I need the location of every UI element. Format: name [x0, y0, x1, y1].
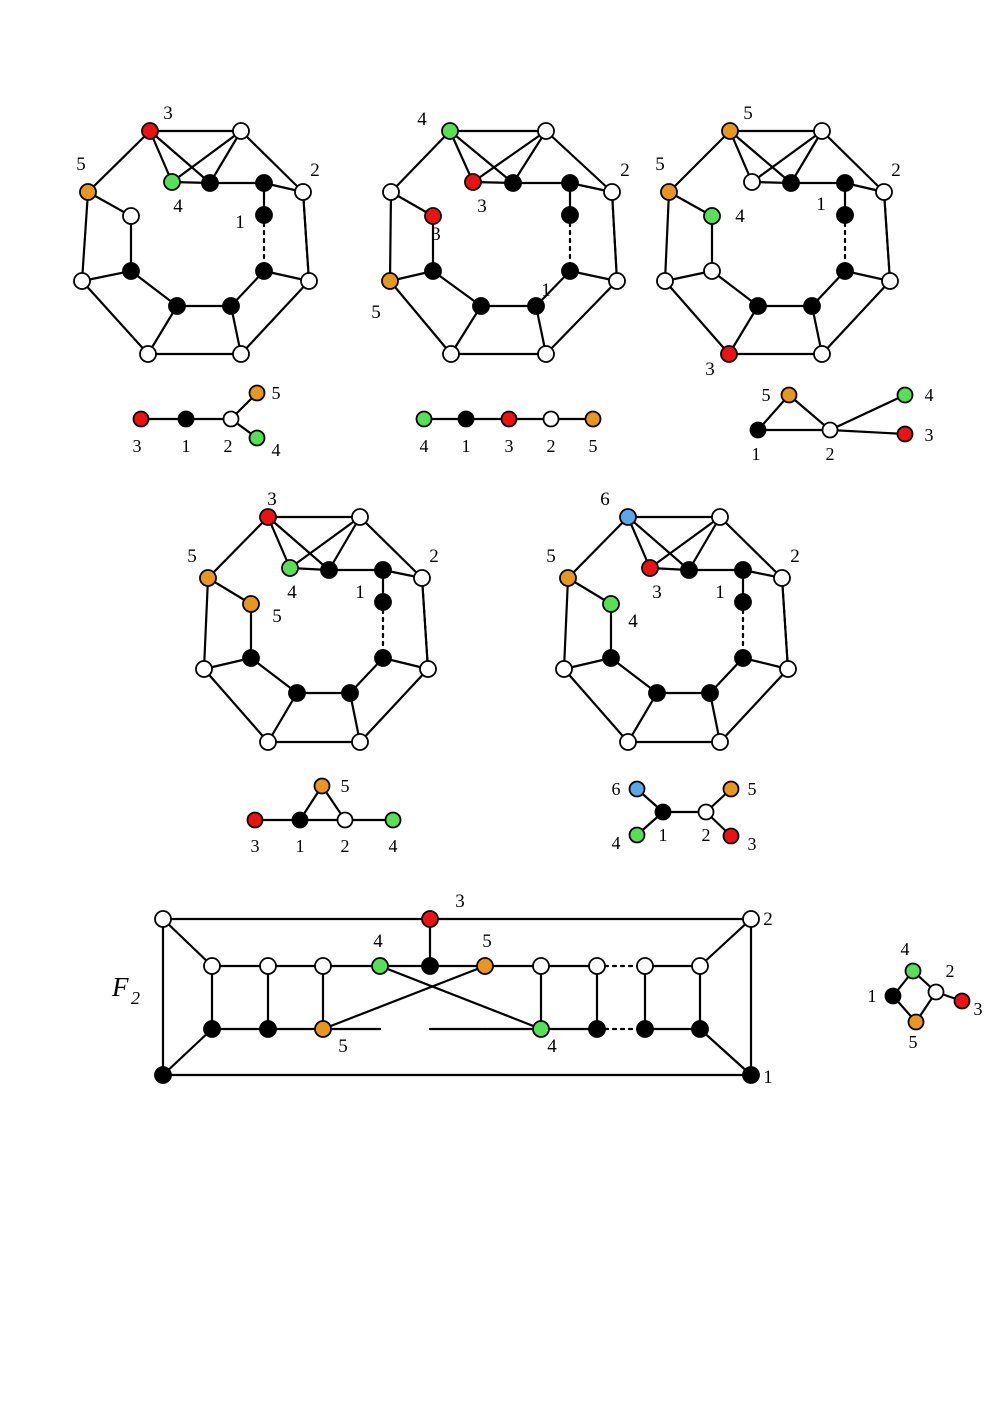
vertex-label: 3: [973, 999, 983, 1019]
vertex-label: 4: [611, 833, 621, 853]
vertex-white: [823, 423, 838, 438]
vertex-black: [837, 263, 853, 279]
vertex-colored: [315, 1021, 331, 1037]
vertex-white: [876, 184, 892, 200]
vertex-label: 3: [652, 582, 662, 603]
vertex-colored: [282, 560, 298, 576]
vertex-white: [692, 958, 708, 974]
small-graph-4: [248, 776, 401, 856]
vertex-colored: [315, 779, 330, 794]
panel-5-graph: [546, 489, 800, 750]
vertex-black: [321, 562, 337, 578]
vertex-label: 3: [705, 359, 715, 380]
vertex-white: [929, 985, 944, 1000]
vertex-white: [712, 509, 728, 525]
vertex-black: [783, 175, 799, 191]
vertex-white: [589, 958, 605, 974]
vertex-black: [743, 1067, 759, 1083]
vertex-label: 5: [76, 154, 86, 175]
vertex-label: 2: [825, 444, 835, 464]
vertex-white: [295, 184, 311, 200]
vertex-label: 5: [747, 779, 757, 799]
vertex-label: 4: [373, 931, 383, 952]
vertex-black: [637, 1021, 653, 1037]
vertex-label: 2: [546, 436, 556, 456]
vertex-label: 1: [295, 836, 305, 856]
vertex-colored: [80, 184, 96, 200]
vertex-black: [169, 298, 185, 314]
vertex-label: 1: [235, 212, 245, 233]
vertex-white: [155, 911, 171, 927]
vertex-colored: [465, 174, 481, 190]
vertex-black: [243, 650, 259, 666]
vertex-white: [533, 958, 549, 974]
vertex-black: [256, 207, 272, 223]
vertex-label: 3: [250, 836, 260, 856]
vertex-colored: [250, 386, 265, 401]
vertex-label: 4: [173, 196, 183, 217]
vertex-label: 3: [163, 103, 173, 124]
vertex-label: 6: [611, 779, 621, 799]
vertex-label: 3: [132, 436, 142, 456]
vertex-label: 2: [429, 546, 439, 567]
vertex-label: 1: [541, 280, 551, 301]
vertex-white: [352, 509, 368, 525]
vertex-black: [837, 175, 853, 191]
vertex-colored: [898, 427, 913, 442]
vertex-label: 1: [715, 582, 725, 603]
vertex-black: [562, 263, 578, 279]
vertex-white: [609, 273, 625, 289]
vertex-label: 3: [747, 834, 757, 854]
vertex-black: [656, 805, 671, 820]
vertex-colored: [560, 570, 576, 586]
vertex-label: 3: [477, 196, 487, 217]
vertex-label: 1: [355, 582, 365, 603]
vertex-black: [223, 298, 239, 314]
vertex-black: [562, 207, 578, 223]
vertex-white: [74, 273, 90, 289]
vertex-white: [620, 734, 636, 750]
vertex-white: [544, 412, 559, 427]
vertex-white: [556, 661, 572, 677]
vertex-colored: [704, 208, 720, 224]
vertex-colored: [142, 123, 158, 139]
vertex-label: 2: [763, 909, 773, 930]
small-graph-1: [133, 383, 281, 460]
vertex-colored: [630, 828, 645, 843]
vertex-label: 2: [790, 546, 800, 567]
vertex-black: [204, 1021, 220, 1037]
vertex-white: [260, 734, 276, 750]
vertex-colored: [382, 273, 398, 289]
vertex-label: 4: [924, 385, 934, 405]
vertex-black: [649, 685, 665, 701]
vertex-black: [256, 263, 272, 279]
vertex-black: [375, 594, 391, 610]
vertex-label: 5: [588, 436, 598, 456]
vertex-label: 4: [287, 582, 297, 603]
panel-2-graph: [371, 109, 630, 362]
vertex-white: [774, 570, 790, 586]
vertex-black: [342, 685, 358, 701]
vertex-colored: [721, 346, 737, 362]
vertex-label: 2: [223, 436, 233, 456]
vertex-white: [204, 958, 220, 974]
vertex-label: 2: [310, 160, 320, 181]
vertex-colored: [134, 412, 149, 427]
vertex-label: 2: [891, 160, 901, 181]
vertex-label: 5: [338, 1036, 348, 1057]
small-graph-6: [868, 939, 983, 1052]
vertex-black: [562, 175, 578, 191]
figure-name-subscript: 2: [131, 988, 140, 1008]
vertex-colored: [502, 412, 517, 427]
small-graph-3: [751, 385, 934, 464]
vertex-black: [459, 412, 474, 427]
vertex-colored: [422, 911, 438, 927]
vertex-white: [420, 661, 436, 677]
vertex-label: 5: [271, 383, 281, 403]
vertex-black: [123, 263, 139, 279]
vertex-label: 4: [271, 440, 281, 460]
vertex-colored: [586, 412, 601, 427]
vertex-colored: [722, 123, 738, 139]
vertex-white: [260, 958, 276, 974]
vertex-white: [443, 346, 459, 362]
vertex-colored: [250, 431, 265, 446]
vertex-black: [751, 423, 766, 438]
vertex-label: 1: [751, 444, 761, 464]
vertex-white: [301, 273, 317, 289]
vertex-white: [352, 734, 368, 750]
vertex-colored: [906, 964, 921, 979]
vertex-white: [882, 273, 898, 289]
vertex-colored: [630, 782, 645, 797]
vertex-black: [692, 1021, 708, 1037]
vertex-white: [224, 412, 239, 427]
vertex-black: [260, 1021, 276, 1037]
vertex-white: [814, 346, 830, 362]
vertex-white: [712, 734, 728, 750]
vertex-colored: [603, 596, 619, 612]
vertex-black: [505, 175, 521, 191]
vertex-label: 1: [461, 436, 471, 456]
small-graph-2: [417, 412, 601, 457]
vertex-black: [179, 412, 194, 427]
vertex-black: [589, 1021, 605, 1037]
small-graph-5: [612, 779, 757, 854]
vertex-label: 5: [272, 606, 282, 627]
vertex-label: 2: [945, 961, 955, 981]
vertex-white: [699, 805, 714, 820]
vertex-black: [425, 263, 441, 279]
vertex-white: [414, 570, 430, 586]
vertex-label: 5: [761, 385, 771, 405]
vertex-white: [743, 911, 759, 927]
vertex-white: [233, 346, 249, 362]
vertex-black: [473, 298, 489, 314]
vertex-colored: [425, 208, 441, 224]
vertex-colored: [243, 596, 259, 612]
vertex-label: 5: [187, 546, 197, 567]
vertex-white: [383, 184, 399, 200]
panel-4-graph: [187, 489, 439, 750]
vertex-black: [155, 1067, 171, 1083]
vertex-white: [814, 123, 830, 139]
vertex-label: 1: [763, 1067, 773, 1088]
vertex-colored: [200, 570, 216, 586]
vertex-label: 5: [482, 931, 492, 952]
figure-name-label: F: [112, 972, 129, 1002]
vertex-white: [637, 958, 653, 974]
vertex-colored: [724, 782, 739, 797]
vertex-colored: [724, 829, 739, 844]
vertex-colored: [533, 1021, 549, 1037]
panel-1-graph: [74, 103, 320, 362]
vertex-label: 4: [735, 206, 745, 227]
vertex-colored: [955, 994, 970, 1009]
vertex-label: 5: [908, 1032, 918, 1052]
vertex-label: 1: [816, 194, 826, 215]
vertex-label: 2: [340, 836, 350, 856]
vertex-white: [704, 263, 720, 279]
vertex-black: [681, 562, 697, 578]
vertex-colored: [898, 388, 913, 403]
vertex-label: 2: [701, 825, 711, 845]
vertex-colored: [260, 509, 276, 525]
vertex-label: 5: [743, 103, 753, 124]
vertex-colored: [417, 412, 432, 427]
vertex-white: [657, 273, 673, 289]
vertex-black: [702, 685, 718, 701]
vertex-label: 6: [600, 489, 610, 510]
vertex-black: [735, 650, 751, 666]
vertex-colored: [442, 123, 458, 139]
vertex-label: 4: [547, 1036, 557, 1057]
vertex-white: [233, 123, 249, 139]
vertex-label: 4: [900, 939, 910, 959]
vertex-label: 3: [455, 891, 465, 912]
vertex-black: [886, 989, 901, 1004]
vertex-white: [123, 208, 139, 224]
vertex-label: 4: [628, 611, 638, 632]
vertex-colored: [620, 509, 636, 525]
vertex-colored: [372, 958, 388, 974]
vertex-colored: [164, 174, 180, 190]
vertex-white: [744, 174, 760, 190]
vertex-label: 5: [371, 302, 381, 323]
vertex-white: [538, 346, 554, 362]
vertex-white: [780, 661, 796, 677]
vertex-black: [293, 813, 308, 828]
vertex-black: [375, 650, 391, 666]
vertex-label: 3: [267, 489, 277, 510]
vertex-colored: [782, 388, 797, 403]
vertex-white: [338, 813, 353, 828]
vertex-white: [604, 184, 620, 200]
vertex-black: [804, 298, 820, 314]
vertex-colored: [909, 1015, 924, 1030]
vertex-label: 2: [620, 160, 630, 181]
vertex-white: [315, 958, 331, 974]
vertex-colored: [248, 813, 263, 828]
vertex-label: 4: [419, 436, 429, 456]
vertex-white: [140, 346, 156, 362]
vertex-label: 4: [388, 836, 398, 856]
vertex-black: [837, 207, 853, 223]
vertex-black: [603, 650, 619, 666]
vertex-colored: [477, 958, 493, 974]
panel-6-graph: [111, 891, 773, 1088]
vertex-colored: [642, 560, 658, 576]
vertex-black: [735, 594, 751, 610]
vertex-label: 1: [181, 436, 191, 456]
vertex-black: [256, 175, 272, 191]
vertex-label: 1: [867, 986, 877, 1006]
vertex-white: [538, 123, 554, 139]
vertex-label: 4: [417, 109, 427, 130]
vertex-label: 5: [546, 546, 556, 567]
vertex-label: 3: [924, 425, 934, 445]
vertex-black: [202, 175, 218, 191]
vertex-black: [375, 562, 391, 578]
panel-3-graph: [655, 103, 901, 380]
vertex-white: [196, 661, 212, 677]
vertex-black: [422, 958, 438, 974]
vertex-label: 3: [504, 436, 514, 456]
vertex-black: [289, 685, 305, 701]
vertex-label: 3: [431, 224, 441, 245]
vertex-label: 1: [658, 825, 668, 845]
vertex-colored: [661, 184, 677, 200]
vertex-label: 5: [340, 776, 350, 796]
vertex-colored: [386, 813, 401, 828]
vertex-label: 5: [655, 154, 665, 175]
vertex-black: [750, 298, 766, 314]
vertex-black: [735, 562, 751, 578]
